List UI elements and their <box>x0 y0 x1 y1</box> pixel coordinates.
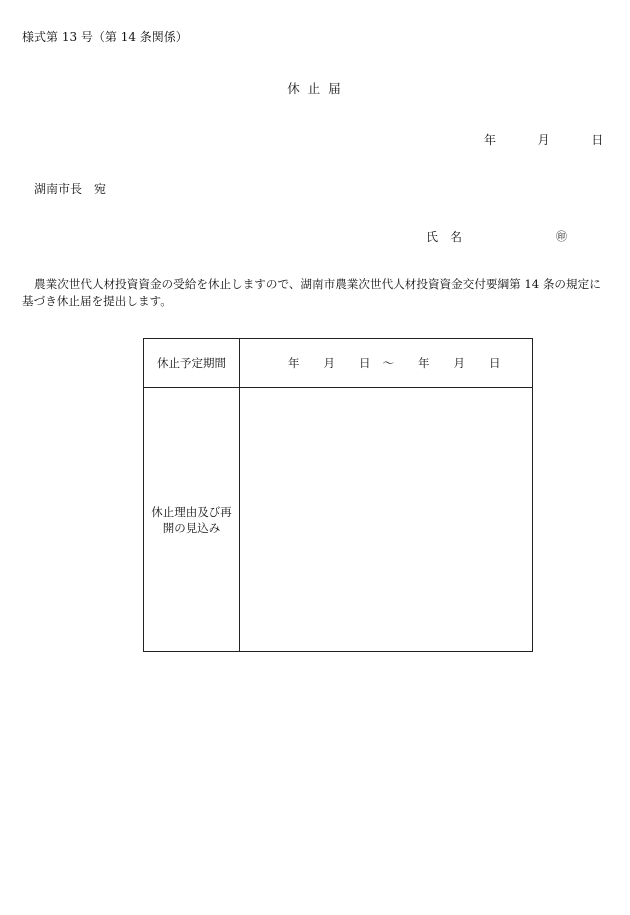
reason-row <box>144 388 533 652</box>
reason-field[interactable] <box>240 388 533 652</box>
form-number: 様式第 13 号（第 14 条関係） <box>22 30 188 44</box>
reason-label: 休止理由及び再開の見込み <box>144 388 240 652</box>
period-end-month: 月 <box>453 356 465 370</box>
date-year: 年 <box>484 133 497 147</box>
period-end-day: 日 <box>489 356 501 370</box>
period-row <box>144 339 533 388</box>
period-start-month: 月 <box>323 356 335 370</box>
period-label: 休止予定期間 <box>144 339 240 388</box>
period-field[interactable] <box>240 339 533 388</box>
body-text: 農業次世代人材投資資金の受給を休止しますので、湖南市農業次世代人材投資資金交付要綱第 14 条の規定に基づき休止届を提出します。 <box>22 277 601 308</box>
period-start-year: 年 <box>288 356 300 370</box>
period-end-year: 年 <box>418 356 430 370</box>
period-values <box>240 339 532 387</box>
date-day: 日 <box>591 133 604 147</box>
addressee: 湖南市長 宛 <box>34 182 107 196</box>
name-label: 氏 名 <box>426 230 463 244</box>
seal-mark: ㊞ <box>556 230 567 243</box>
document-title: 休 止 届 <box>287 81 343 96</box>
date-line <box>484 131 603 148</box>
date-month: 月 <box>537 133 550 147</box>
period-start-day: 日 <box>359 356 371 370</box>
form-table <box>143 338 533 652</box>
period-tilde: ～ <box>382 356 394 370</box>
